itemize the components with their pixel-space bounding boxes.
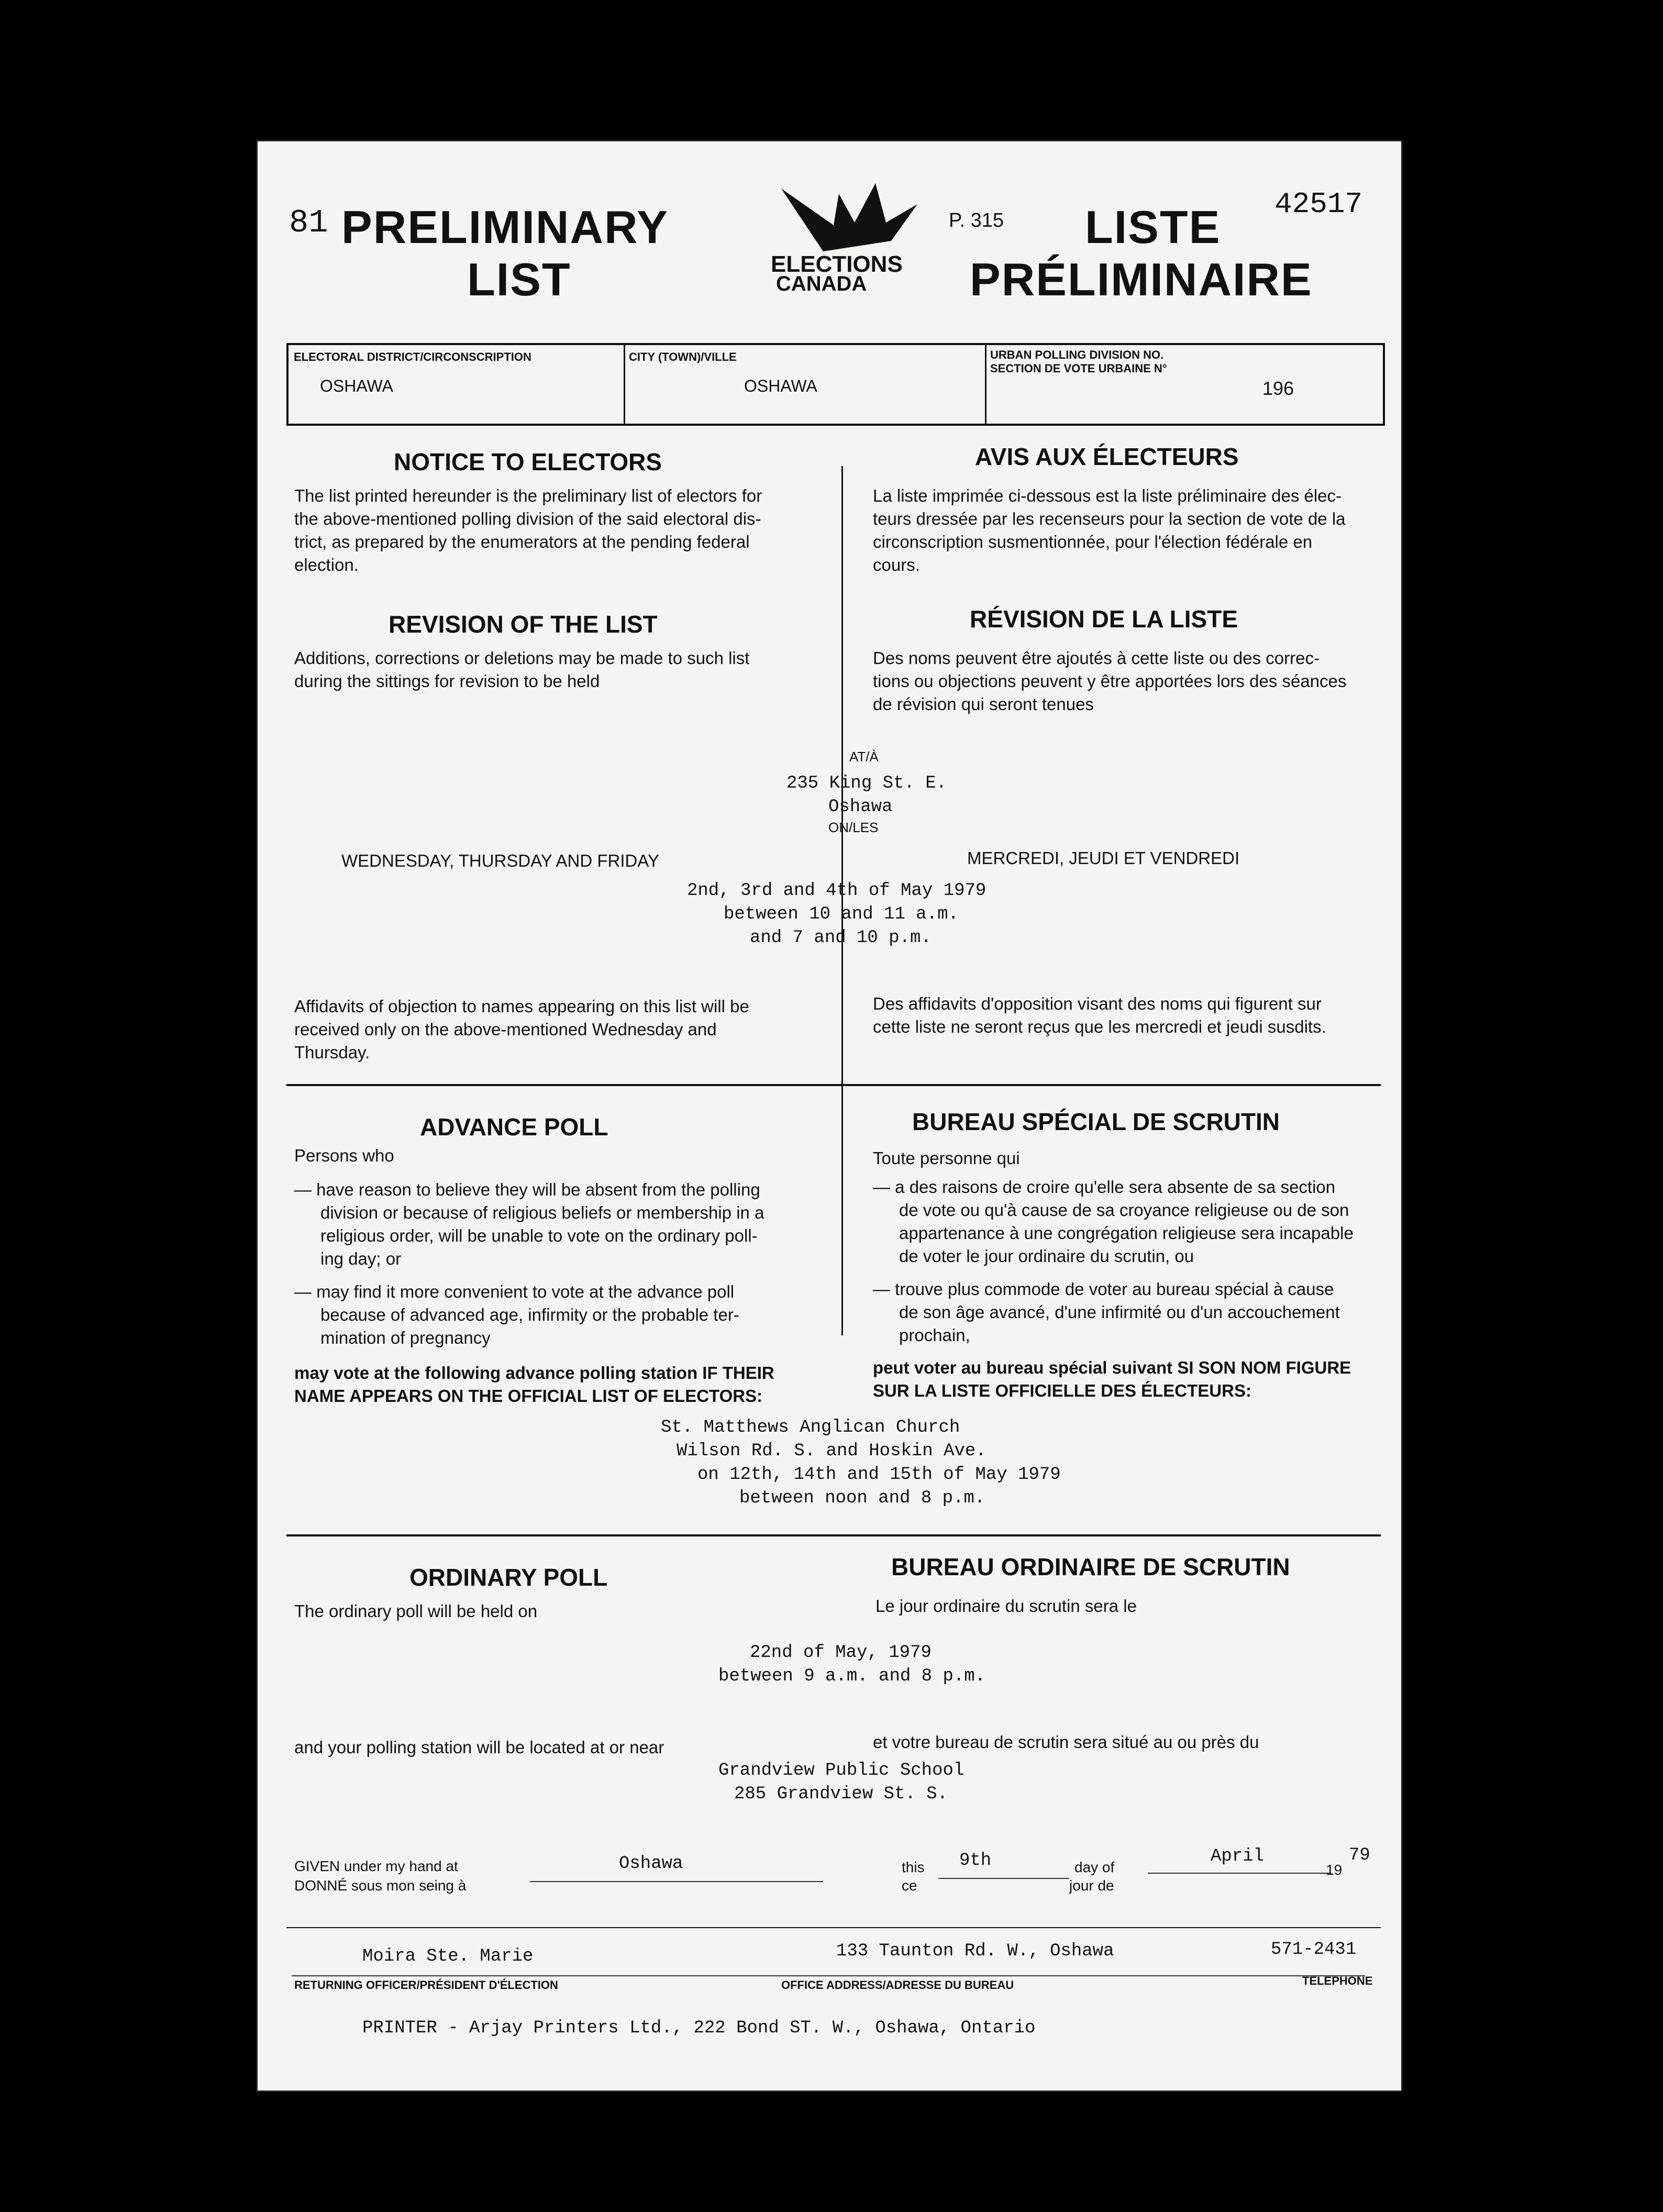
advance-heading-fr: BUREAU SPÉCIAL DE SCRUTIN — [912, 1108, 1280, 1135]
title-fr-1: LISTE — [1085, 201, 1221, 253]
officer-label: RETURNING OFFICER/PRÉSIDENT D'ÉLECTION — [294, 1978, 558, 1992]
given-fr: DONNÉ sous mon seing à — [294, 1877, 467, 1894]
divider-line — [286, 1084, 1381, 1086]
ordinary-location-fr: et votre bureau de scrutin sera situé au ou près du — [873, 1732, 1259, 1752]
advance-may-vote-fr: peut voter au bureau spécial suivant SI SON NOM FIGURE SUR LA LISTE OFFICIELLE DES ÉLECTEURS: — [873, 1358, 1351, 1400]
ordinary-location-en: and your polling station will be located at or near — [294, 1738, 664, 1757]
form-number: P. 315 — [949, 209, 1004, 231]
title-en-1: PRELIMINARY — [341, 201, 669, 253]
on-label: ON/LES — [828, 820, 879, 835]
advance-intro-fr: Toute personne qui — [873, 1148, 1020, 1168]
notice-text-fr: La liste imprimée ci-dessous est la liste préliminaire des élec- teurs dressée par les recenseurs pour la section de vote de la circonscription susmentionnée, pour l'élection fédérale en cours. — [873, 486, 1346, 574]
revision-text-en: Additions, corrections or deletions may be made to such list during the sittings for revision to be held — [294, 648, 750, 691]
district-value: OSHAWA — [320, 377, 393, 395]
advance-heading-en: ADVANCE POLL — [420, 1113, 608, 1141]
revision-heading-fr: RÉVISION DE LA LISTE — [970, 605, 1238, 633]
ordinary-date: 22nd of May, 1979 — [750, 1643, 932, 1663]
affidavit-text-en: Affidavits of objection to names appearing on this list will be received only on the above-mentioned Wednesday and Thursday. — [294, 997, 749, 1062]
advance-may-vote-en: may vote at the following advance polling station IF THEIR NAME APPEARS ON THE OFFICIAL LIST OF ELECTORS: — [294, 1363, 774, 1406]
revision-address-1: 235 King St. E. — [786, 773, 947, 793]
ordinary-heading-en: ORDINARY POLL — [409, 1564, 608, 1591]
day-of-en: day of — [1074, 1859, 1115, 1875]
telephone: 571-2431 — [1271, 1940, 1357, 1960]
city-value: OSHAWA — [744, 377, 817, 395]
info-box — [286, 343, 1385, 426]
notice-heading-en: NOTICE TO ELECTORS — [394, 448, 662, 475]
preliminary-list-form — [256, 140, 1403, 2092]
this-en: this — [902, 1859, 925, 1875]
poll-value: 196 — [1262, 378, 1294, 399]
logo-text-1: ELECTIONS — [771, 251, 903, 277]
revision-address-2: Oshawa — [828, 797, 893, 817]
advance-station-3: on 12th, 14th and 15th of May 1979 — [697, 1465, 1061, 1485]
at-label: AT/À — [849, 749, 879, 765]
sign-year: 79 — [1349, 1845, 1370, 1865]
revision-text-fr: Des noms peuvent être ajoutés à cette liste ou des correc- tions ou objections peuvent y être apportées lors des séances de révision qui seront tenues — [873, 648, 1347, 714]
advance-station-4: between noon and 8 p.m. — [739, 1488, 985, 1508]
notice-text-en: The list printed hereunder is the preliminary list of electors for the above-mentioned polling division of the said electoral dis- trict, as prepared by the enumerators at the pending federal election. — [294, 486, 762, 574]
ordinary-station-1: Grandview Public School — [718, 1761, 964, 1780]
poll-label-1: URBAN POLLING DIVISION NO. — [990, 348, 1164, 361]
advance-station-2: Wilson Rd. S. and Hoskin Ave. — [677, 1441, 986, 1461]
sign-day: 9th — [959, 1851, 992, 1871]
advance-item1-en: — have reason to believe they will be absent from the polling division or because of religious beliefs or membership in a religious order, will be unable to vote on the ordinary poll- ing day; or — [294, 1180, 764, 1268]
ordinary-text-en: The ordinary poll will be held on — [294, 1601, 538, 1621]
day-of-fr: jour de — [1069, 1877, 1114, 1894]
advance-item2-en: — may find it more convenient to vote at the advance poll because of advanced age, infirmity or the probable ter- mination of pregnancy — [294, 1282, 739, 1347]
advance-station-1: St. Matthews Anglican Church — [661, 1418, 960, 1437]
printer-line: PRINTER - Arjay Printers Ltd., 222 Bond ST. W., Oshawa, Ontario — [362, 2018, 1036, 2038]
officer-name: Moira Ste. Marie — [362, 1946, 534, 1966]
office-address: 133 Taunton Rd. W., Oshawa — [836, 1941, 1114, 1961]
ordinary-heading-fr: BUREAU ORDINAIRE DE SCRUTIN — [891, 1553, 1290, 1580]
advance-intro-en: Persons who — [294, 1146, 394, 1165]
revision-heading-en: REVISION OF THE LIST — [389, 611, 658, 638]
poll-label-2: SECTION DE VOTE URBAINE N° — [990, 362, 1167, 375]
sign-place: Oshawa — [619, 1854, 683, 1874]
city-label: CITY (TOWN)/VILLE — [629, 350, 737, 363]
notice-heading-fr: AVIS AUX ÉLECTEURS — [975, 443, 1239, 470]
serial-number: 42517 — [1274, 187, 1363, 221]
revision-time-1: between 10 and 11 a.m. — [724, 904, 959, 924]
revision-days-en: WEDNESDAY, THURSDAY AND FRIDAY — [341, 851, 659, 870]
elections-canada-logo — [760, 173, 933, 293]
this-fr: ce — [902, 1877, 917, 1894]
telephone-label: TELEPHONE — [1302, 1974, 1373, 1987]
office-label: OFFICE ADDRESS/ADRESSE DU BUREAU — [781, 1978, 1014, 1992]
logo-text-2: CANADA — [776, 272, 867, 295]
advance-item1-fr: — a des raisons de croire qu'elle sera absente de sa section de vote ou qu'à cause de sa croyance religieuse ou de son appartenance à une congrégation religieuse sera incapable de voter le jour ordinaire du scrutin, ou — [873, 1177, 1354, 1266]
revision-dates: 2nd, 3rd and 4th of May 1979 — [687, 881, 986, 901]
ordinary-time: between 9 a.m. and 8 p.m. — [718, 1666, 986, 1686]
year-prefix: 19 — [1326, 1862, 1343, 1878]
given-en: GIVEN under my hand at — [294, 1858, 458, 1874]
revision-time-2: and 7 and 10 p.m. — [750, 928, 932, 948]
district-label: ELECTORAL DISTRICT/CIRCONSCRIPTION — [294, 350, 531, 363]
title-fr-2: PRÉLIMINAIRE — [970, 253, 1313, 305]
affidavit-text-fr: Des affidavits d'opposition visant des noms qui figurent sur cette liste ne seront reçus que les mercredi et jeudi susdits. — [873, 994, 1326, 1036]
divider-line-2 — [286, 1534, 1381, 1536]
title-en-2: LIST — [467, 253, 571, 305]
revision-days-fr: MERCREDI, JEUDI ET VENDREDI — [967, 848, 1240, 868]
left-number: 81 — [289, 204, 328, 241]
sign-month: April — [1211, 1846, 1265, 1866]
advance-item2-fr: — trouve plus commode de voter au bureau spécial à cause de son âge avancé, d'une infirmité ou d'un accouchement prochain, — [873, 1279, 1340, 1345]
ordinary-text-fr: Le jour ordinaire du scrutin sera le — [875, 1596, 1137, 1616]
ordinary-station-2: 285 Grandview St. S. — [734, 1784, 948, 1804]
